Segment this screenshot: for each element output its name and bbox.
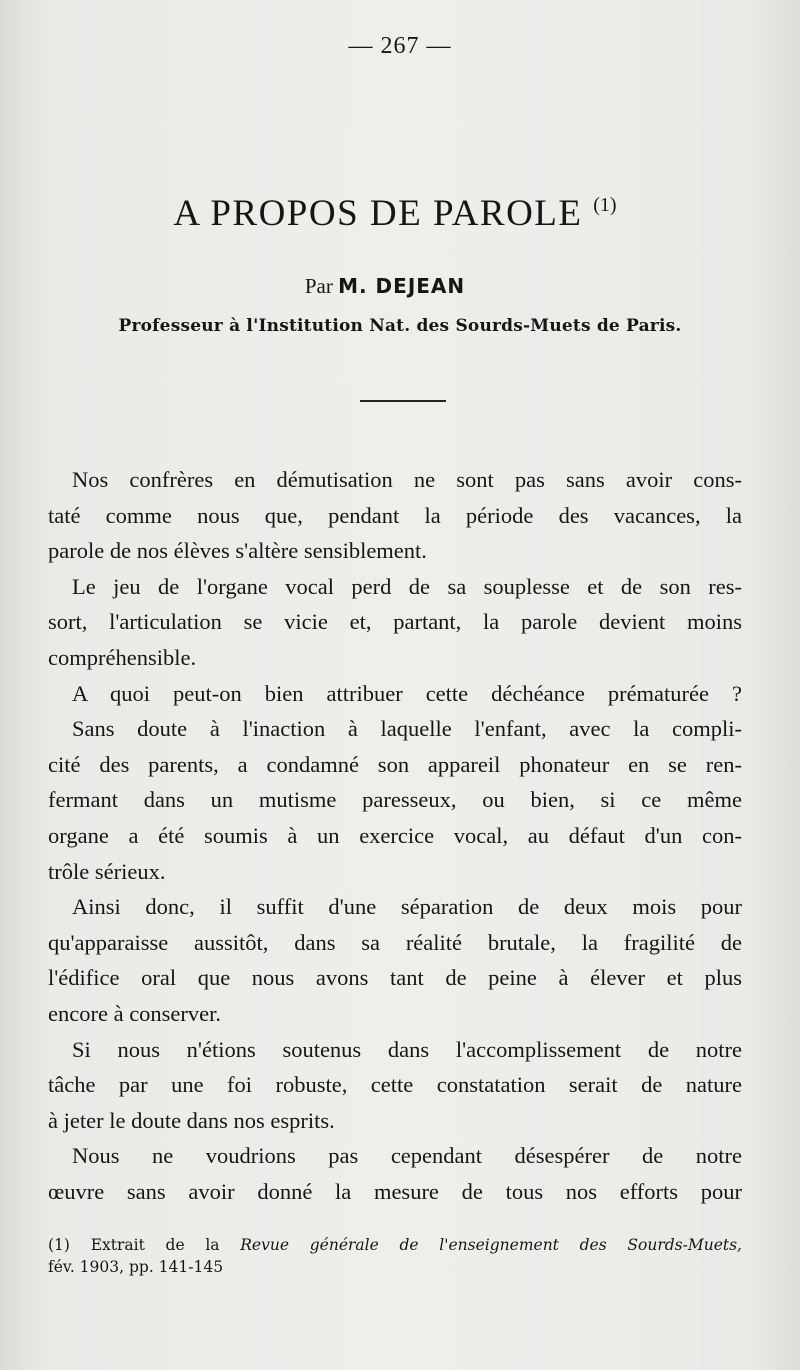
paragraph (48, 569, 742, 676)
paragraph (48, 462, 742, 569)
text-line: œuvre sans avoir donné la mesure de tous nos efforts pour (48, 1178, 742, 1204)
text-line: sort, l'articulation se vicie et, partant, la parole devient moins (48, 609, 742, 635)
text-line: organe a été soumis à un exercice vocal, au défaut d'un con- (48, 822, 742, 848)
text-line: taté comme nous que, pendant la période des vacances, la (48, 502, 742, 528)
footnote-line (48, 1234, 742, 1256)
footnote (48, 1234, 742, 1278)
text-line: parole de nos élèves s'altère sensiblement. (48, 538, 427, 564)
text-line: compréhensible. (48, 644, 197, 670)
text-line: Le jeu de l'organe vocal perd de sa souplesse et de son res- (72, 573, 742, 599)
byline (0, 274, 770, 299)
text-line: encore à conserver. (48, 1000, 222, 1026)
text-line: à jeter le doute dans nos esprits. (48, 1107, 335, 1133)
paragraph (48, 711, 742, 889)
text-line: Sans doute à l'inaction à laquelle l'enfant, avec la compli- (72, 716, 742, 742)
title-divider (360, 400, 446, 402)
article-body (48, 462, 742, 1209)
text-line: cité des parents, a condamné son appareil phonateur en se ren- (48, 751, 742, 777)
text-line: l'édifice oral que nous avons tant de peine à élever et plus (48, 965, 742, 991)
paragraph (48, 1138, 742, 1209)
footnote-mark: (1) (48, 1236, 70, 1254)
text-line: Nous ne voudrions pas cependant désespérer de notre (72, 1143, 742, 1169)
text-line: A quoi peut-on bien attribuer cette déchéance prématurée ? (72, 680, 742, 706)
author-affiliation: Professeur à l'Institution Nat. des Sourds-Muets de Paris. (118, 316, 682, 336)
footnote-text: Extrait de la (90, 1236, 220, 1254)
article-title (0, 192, 790, 235)
paragraph (48, 1032, 742, 1139)
text-line: trôle sérieux. (48, 858, 166, 884)
text-line: Nos confrères en démutisation ne sont pas sans avoir cons- (72, 467, 742, 492)
text-line: Si nous n'étions soutenus dans l'accomplissement de notre (72, 1036, 742, 1062)
text-line: fermant dans un mutisme paresseux, ou bien, si ce même (48, 787, 742, 813)
footnote-reference: (1) (593, 194, 617, 216)
paragraph (48, 676, 742, 712)
text-line: tâche par une foi robuste, cette constatation serait de nature (48, 1072, 742, 1098)
article-title-text: A PROPOS DE PAROLE (173, 193, 583, 234)
author-name: M. DEJEAN (338, 274, 466, 298)
footnote-line: fév. 1903, pp. 141-145 (48, 1258, 224, 1276)
text-line: Ainsi donc, il suffit d'une séparation de deux mois pour (72, 894, 742, 920)
byline-prefix: Par (304, 274, 333, 298)
text-line: qu'apparaisse aussitôt, dans sa réalité brutale, la fragilité de (48, 929, 742, 955)
footnote-source-title: Revue générale de l'enseignement des Sourds-Muets, (240, 1236, 742, 1254)
paragraph (48, 889, 742, 1031)
page-number: — 267 — (348, 33, 452, 59)
